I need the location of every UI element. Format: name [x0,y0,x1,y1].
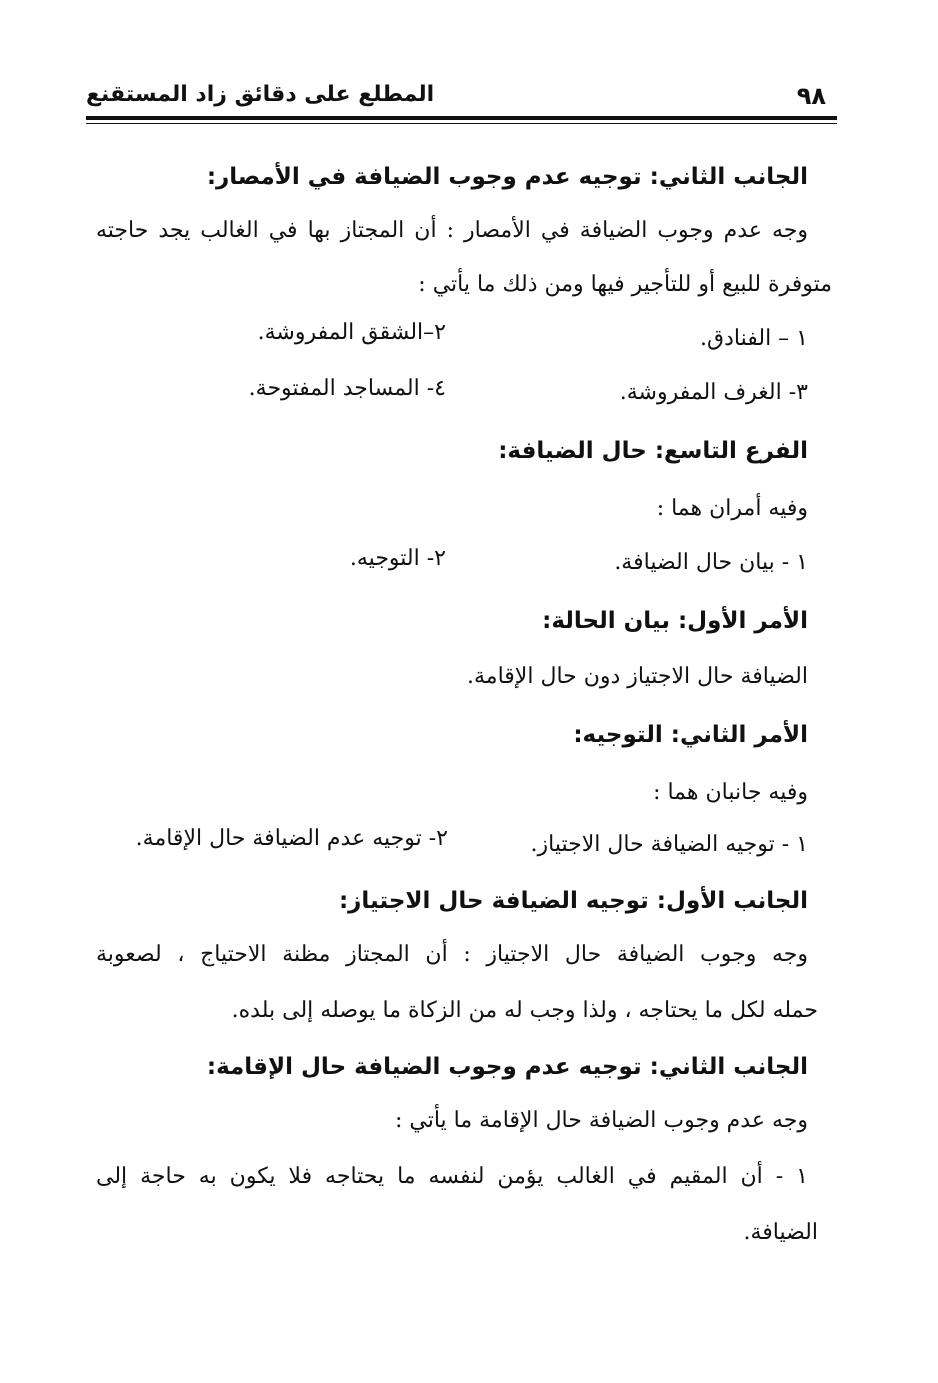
section-heading: الجانب الثاني: توجيه عدم وجوب الضيافة حال الإقامة: [206,1054,808,1080]
paragraph-line: حمله لكل ما يحتاجه ، ولذا وجب له من الزكاة ما يوصله إلى بلده. [231,998,818,1023]
paragraph-line: وجه عدم وجوب الضيافة حال الإقامة ما يأتي : [394,1108,808,1133]
section-heading: الجانب الثاني: توجيه عدم وجوب الضيافة في الأمصار: [206,164,808,190]
page-number: ٩٨ [796,82,826,110]
paragraph-line: الضيافة. [743,1220,818,1245]
list-item: ٢- التوجيه. [349,546,446,571]
running-title: المطلع على دقائق زاد المستقنع [86,82,435,107]
paragraph-line: وجه عدم وجوب الضيافة في الأمصار : أن المجتاز بها في الغالب يجد حاجته [96,218,808,243]
list-item: ١ – الفنادق. [700,326,808,351]
section-heading: الفرع التاسع: حال الضيافة: [498,438,808,464]
header-rule-thin [86,123,837,124]
paragraph-line: متوفرة للبيع أو للتأجير فيها ومن ذلك ما يأتي : [418,272,832,297]
list-item: ٤- المساجد المفتوحة. [248,376,446,401]
paragraph-line: وفيه أمران هما : [656,496,808,521]
paragraph-line: وجه وجوب الضيافة حال الاجتياز : أن المجتاز مظنة الاحتياج ، لصعوبة [96,942,808,967]
section-heading: الجانب الأول: توجيه الضيافة حال الاجتياز: [338,888,808,914]
paragraph-line: وفيه جانبان هما : [653,780,808,805]
paragraph-line: الضيافة حال الاجتياز دون حال الإقامة. [467,664,808,689]
paragraph-line: ١ - أن المقيم في الغالب يؤمن لنفسه ما يحتاجه فلا يكون به حاجة إلى [96,1164,808,1189]
section-heading: الأمر الثاني: التوجيه: [573,722,808,748]
list-item: ٢–الشقق المفروشة. [257,320,446,345]
list-item: ٣- الغرف المفروشة. [619,380,808,405]
list-item: ٢- توجيه عدم الضيافة حال الإقامة. [135,826,448,851]
list-item: ١ - بيان حال الضيافة. [614,550,808,575]
header-rule-thick [86,116,837,120]
section-heading: الأمر الأول: بيان الحالة: [542,608,808,634]
list-item: ١ - توجيه الضيافة حال الاجتياز. [530,832,808,857]
page-header [86,82,826,112]
